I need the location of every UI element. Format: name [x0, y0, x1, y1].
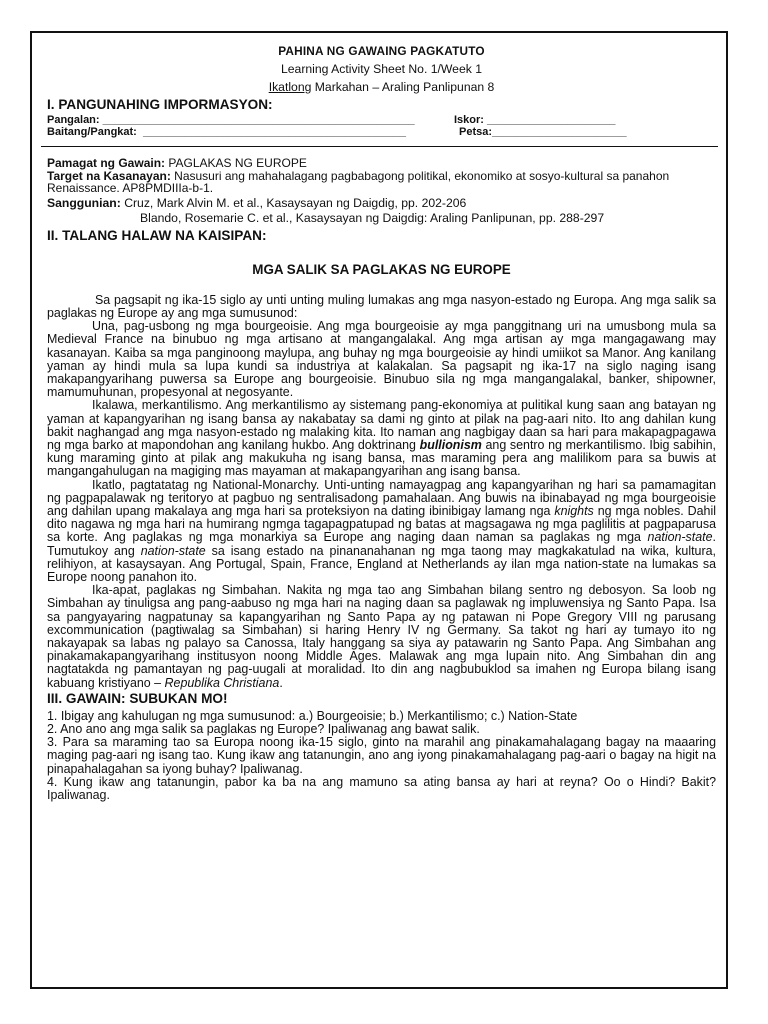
- reading-title: MGA SALIK SA PAGLAKAS NG EUROPE: [252, 261, 511, 277]
- section-field[interactable]: [47, 126, 439, 138]
- date-blank: ______________________: [492, 126, 627, 138]
- name-field[interactable]: [47, 114, 434, 126]
- p4-text-a: Ikatlo, pagtatatag ng National-Monarchy. Unti-unting namayagpag ang kapangyarihan ng hari sa pamamagitan ng pagpapalawak ng teritoryo at pagbuo ng sentralisadong pamahalaan. Ang buwis na ibinabayad ng mga bourgeoisie ang dahilan upang makalaya ang mga hari sa proteksiyon na dating ibinibigay lamang nga: [47, 477, 716, 519]
- target-line: [47, 170, 716, 195]
- paragraph-national-monarchy: [47, 479, 716, 585]
- activity-questions: [47, 710, 716, 802]
- source-1: Cruz, Mark Alvin M. et al., Kasaysayan ng Daigdig, pp. 202-206: [120, 195, 467, 210]
- section-label: Baitang/Pangkat:: [47, 126, 137, 138]
- header-sheet-number: Learning Activity Sheet No. 1/Week 1: [281, 62, 482, 76]
- section2-title: II. TALANG HALAW NA KAISIPAN:: [47, 227, 267, 243]
- section-date-row: [47, 126, 716, 138]
- section-blank: ___________________________________________: [142, 126, 407, 138]
- bullionism-term: bullionism: [419, 438, 482, 453]
- paragraph-intro: Sa pagsapit ng ika-15 siglo ay unti unting muling lumakas ang mga nasyon-estado ng Europa. Ang mga salik sa paglakas ng Europe ay ang mga sumusunod:: [47, 292, 716, 320]
- header-quarter: [47, 78, 716, 96]
- paragraph-simbahan: [47, 584, 716, 690]
- activity-sheet: [30, 31, 728, 989]
- section1-title: I. PANGUNAHING IMPORMASYON:: [47, 97, 273, 112]
- question-4: 4. Kung ikaw ang tatanungin, pabor ka ba na ang mamuno sa ating bansa ay hari at reyna? Oo o Hindi? Bakit? Ipaliwanag.: [47, 774, 716, 803]
- name-score-row: [47, 114, 716, 126]
- p4-text-b: ng mga nobles. Dahil dito nagawa ng mga hari na humirang ngmga tagapagpatupad ng batas at magsagawa ng mga paglilitis at pagpaparusa sa korte. Ang paglakas ng mga monarkiya sa Europe ang naging daan naman sa paglakas ng mga: [47, 504, 716, 545]
- source-line-1: [47, 196, 716, 212]
- activity-title-label: Pamagat ng Gawain:: [47, 156, 166, 170]
- activity-info: [47, 157, 716, 195]
- paragraph-bourgeoisie: Una, pag-usbong ng mga bourgeoisie. Ang mga bourgeoisie ay mga panggitnang uri na umusbong mula sa Medieval France na binubuo ng mga artisano at mangangalakal. Ang mga artisan ay mga mangagawang may kasanayan. Kaiba sa mga panginoong maylupa, ang buhay ng mga bourgeoisie ay hindi umiikot sa Manor. Ang kanilang yaman ay hindi mula sa lupa kundi sa industriya at kalakalan. Sa pagsapit ng ika-17 na siglo naging isang makapangyarihang puwersa sa Europe ang bourgeoisie. Binubuo sila ng mga mangangalakal, banker, shipowner, mamumuhunan, propesyonal at negosyante.: [47, 319, 716, 400]
- republika-christiana-term: Republika Christiana: [164, 675, 280, 690]
- header-quarter-underlined: Ikatlong: [268, 80, 312, 94]
- header-quarter-rest: Markahan – Araling Panlipunan 8: [311, 80, 495, 94]
- sheet-header: [47, 42, 716, 96]
- p4-text-c: . Tumutukoy ang: [47, 530, 716, 558]
- paragraph-merkantilismo: [47, 399, 716, 478]
- score-label: Iskor:: [454, 114, 484, 126]
- p3-text-b: ang sentro ng merkantilismo. Ibig sabihin, kung maraming ginto at pilak ang makukuha ng isang bansa, mas maraming pera ang malilikom para sa buwis at mangangahulugan na magiging mas mayaman at makapangyarihan ang isang bansa.: [47, 438, 717, 479]
- p3-text-a: Ikalawa, merkantilismo. Ang merkantilismo ay sistemang pang-ekonomiya at pulitikal kung saan ang batayan ng yaman at kapangyarihan ng isang bansa ay nakabatay sa dami ng ginto at pilak na pag-aari nito. Ito ang dahilan kung bakit naghangad ang mga nasyon-estado ng malaking kita. Ito naman ang nagbigay daan sa hari para makapagpagawa ng mga barko at mapondohan ang kanilang hukbo. Ang doktrinang: [47, 398, 716, 453]
- p4-text-d: sa isang estado na pinananahanan ng mga taong may magkakatulad na wika, kultura, relihiyon, at kasaysayan. Ang Portugal, Spain, France, England at Netherlands ay ilan mga nation-state na lumakas sa Europe noong panahon ito.: [47, 543, 716, 585]
- section3-title: III. GAWAIN: SUBUKAN MO!: [47, 690, 228, 706]
- divider: [41, 146, 718, 147]
- p5-text-a: Ika-apat, paglakas ng Simbahan. Nakita ng mga tao ang Simbahan bilang sentro ng debosyon. Sa loob ng Simbahan ay tinuligsa ang pang-aabuso ng mga hari na naging daan sa paglawak ng impluwensiya ng Santo Papa. Isa sa pangyayaring nagpatunay sa kapangyarihan ng Santo Papa ay ng patawan ni Pope Gregory VIII ng parusang excommunication (pagtiwalag sa Simbahan) si haring Henry IV ng Germany. Sa takot ng hari ay tumayo ito ng nakayapak sa labas ng palayo sa Canossa, Italy hanggang sa siya ay patawarin ng Santo Papa. Ang Simbahan ang pinakamakapangyarihang institusyon noong Middle Ages. Malawak ang mga lupain nito. Ang Simbahan din ang nagtatakda ng pamantayan ng pag-uugali at moralidad. Ito din ang nagbubuklod sa imahen ng Europa bilang isang kabuang kristiyano –: [47, 583, 716, 690]
- score-blank: _____________________: [487, 114, 616, 126]
- name-label: Pangalan:: [47, 114, 100, 126]
- header-title: PAHINA NG GAWAING PAGKATUTO: [278, 44, 485, 58]
- p5-text-b: .: [279, 675, 283, 690]
- question-1: 1. Ibigay ang kahulugan ng mga sumusunod: a.) Bourgeoisie; b.) Merkantilismo; c.) Nation-State: [47, 708, 578, 723]
- sources: [47, 196, 716, 227]
- activity-title: PAGLAKAS NG EUROPE: [165, 156, 307, 170]
- score-field[interactable]: [434, 114, 616, 126]
- date-field[interactable]: [439, 126, 627, 138]
- question-3: 3. Para sa maraming tao sa Europa noong ika-15 siglo, ginto na marahil ang pinakamahalagang bagay na maaaring maging pag-aari ng isang tao. Kung ikaw ang tatanungin, ano ang iyong pinakamahalagang pag-aari o bagay na higit na pinapahalagahan sa iyong buhay? Ipaliwanag.: [47, 735, 716, 776]
- source-2: Blando, Rosemarie C. et al., Kasaysayan ng Daigdig: Araling Panlipunan, pp. 288-297: [140, 211, 605, 226]
- name-blank: ___________________________________________________: [102, 114, 415, 126]
- nation-state-term: nation-state: [647, 530, 713, 545]
- date-label: Petsa:: [459, 126, 493, 138]
- question-2: 2. Ano ano ang mga salik sa paglakas ng Europe? Ipaliwanag ang bawat salik.: [47, 722, 480, 737]
- knights-term: knights: [554, 504, 594, 519]
- sources-label: Sanggunian:: [47, 195, 121, 210]
- target-text: Nasusuri ang mahahalagang pagbabagong politikal, ekonomiko at sosyo-kultural sa panahon Renaissance. AP8PMDIIIa-b-1.: [47, 168, 670, 196]
- nation-state-term-2: nation-state: [140, 543, 206, 558]
- target-label: Target na Kasanayan:: [47, 168, 171, 183]
- reading-body: [47, 294, 716, 690]
